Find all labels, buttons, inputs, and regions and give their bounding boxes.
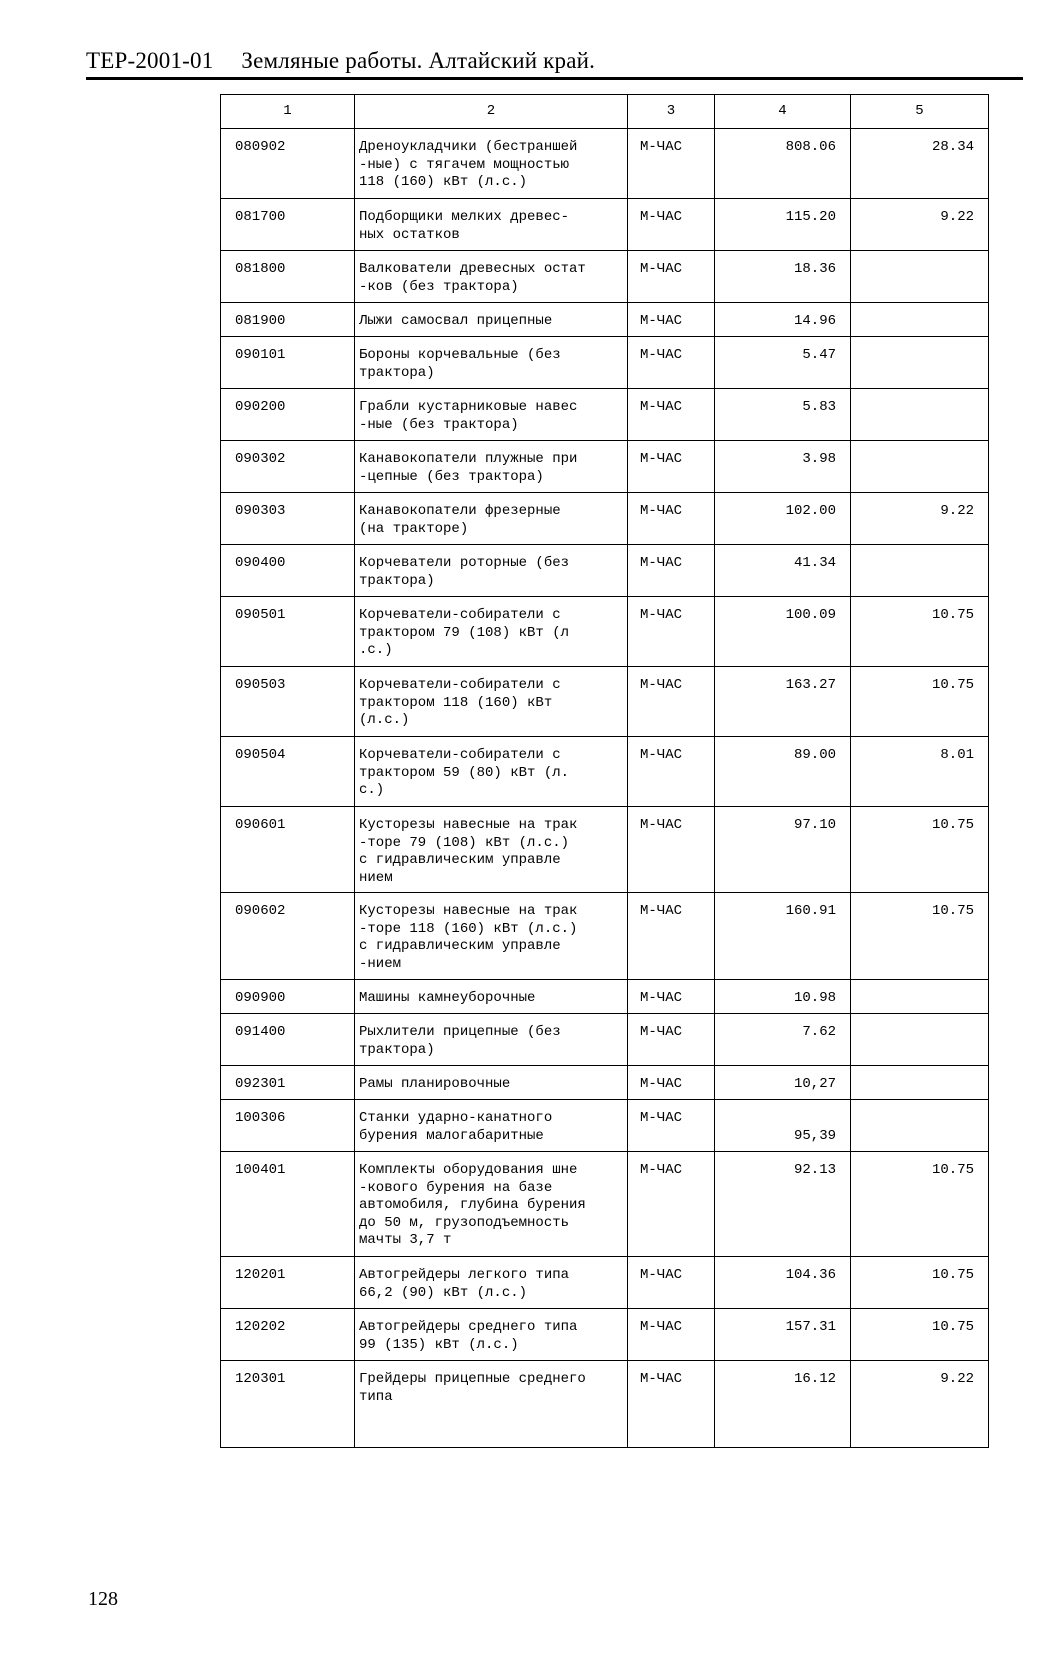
- table-row: [221, 1361, 989, 1448]
- cell-price: 160.91: [715, 893, 851, 980]
- cell-price: 5.83: [715, 389, 851, 441]
- cell-name: Рыхлители прицепные (без трактора): [355, 1014, 628, 1066]
- cell-code: 120201: [221, 1257, 355, 1309]
- cell-price: 18.36: [715, 251, 851, 303]
- cell-wage: 10.75: [851, 597, 989, 667]
- cell-wage: 10.75: [851, 1152, 989, 1257]
- cell-unit: М-ЧАС: [628, 1257, 715, 1309]
- cell-unit: М-ЧАС: [628, 337, 715, 389]
- cell-wage: [851, 303, 989, 337]
- cell-name: Автогрейдеры легкого типа 66,2 (90) кВт (л.с.): [355, 1257, 628, 1309]
- cell-name: Комплекты оборудования шне -кового бурения на базе автомобиля, глубина бурения до 50 м, грузоподъемность мачты 3,7 т: [355, 1152, 628, 1257]
- cell-name: Корчеватели-собиратели с трактором 79 (108) кВт (л .с.): [355, 597, 628, 667]
- cell-wage: [851, 1100, 989, 1152]
- cell-wage: [851, 980, 989, 1014]
- table-row: [221, 1309, 989, 1361]
- cell-name: Грейдеры прицепные среднего типа: [355, 1361, 628, 1448]
- cell-wage: [851, 441, 989, 493]
- cell-price: 10.98: [715, 980, 851, 1014]
- cell-code: 081700: [221, 199, 355, 251]
- cell-price: 157.31: [715, 1309, 851, 1361]
- document-code: ТЕР-2001-01: [86, 48, 214, 73]
- cell-price: 3.98: [715, 441, 851, 493]
- cell-code: 120301: [221, 1361, 355, 1448]
- table-row: [221, 1066, 989, 1100]
- table-row: [221, 737, 989, 807]
- cell-name: Кусторезы навесные на трак -торе 118 (160) кВт (л.с.) с гидравлическим управле -нием: [355, 893, 628, 980]
- cell-wage: [851, 1014, 989, 1066]
- cell-price: 97.10: [715, 807, 851, 893]
- cell-code: 090602: [221, 893, 355, 980]
- cell-name: Машины камнеуборочные: [355, 980, 628, 1014]
- table-row: [221, 893, 989, 980]
- cell-wage: 10.75: [851, 667, 989, 737]
- cell-price: 7.62: [715, 1014, 851, 1066]
- page-number: 128: [88, 1588, 118, 1610]
- cell-code: 090504: [221, 737, 355, 807]
- cell-code: 120202: [221, 1309, 355, 1361]
- cell-code: 090400: [221, 545, 355, 597]
- cell-price: 808.06: [715, 129, 851, 199]
- cell-price: 115.20: [715, 199, 851, 251]
- cell-wage: 10.75: [851, 1257, 989, 1309]
- cell-wage: 10.75: [851, 807, 989, 893]
- cell-unit: М-ЧАС: [628, 251, 715, 303]
- cell-unit: М-ЧАС: [628, 199, 715, 251]
- cell-name: Корчеватели-собиратели с трактором 59 (80) кВт (л. с.): [355, 737, 628, 807]
- cell-unit: М-ЧАС: [628, 389, 715, 441]
- cell-name: Валкователи древесных остат -ков (без трактора): [355, 251, 628, 303]
- cell-code: 090101: [221, 337, 355, 389]
- column-header: 5: [851, 95, 989, 129]
- header-rule: [86, 77, 1023, 80]
- cell-name: Грабли кустарниковые навес -ные (без трактора): [355, 389, 628, 441]
- cell-name: Канавокопатели фрезерные (на тракторе): [355, 493, 628, 545]
- cell-name: Бороны корчевальные (без трактора): [355, 337, 628, 389]
- cell-price: 102.00: [715, 493, 851, 545]
- table-row: [221, 667, 989, 737]
- cell-unit: М-ЧАС: [628, 1100, 715, 1152]
- cell-unit: М-ЧАС: [628, 545, 715, 597]
- cell-code: 100401: [221, 1152, 355, 1257]
- cell-code: 091400: [221, 1014, 355, 1066]
- cell-code: 090501: [221, 597, 355, 667]
- cell-code: 090200: [221, 389, 355, 441]
- cell-name: Автогрейдеры среднего типа 99 (135) кВт (л.с.): [355, 1309, 628, 1361]
- cell-name: Корчеватели роторные (без трактора): [355, 545, 628, 597]
- cell-unit: М-ЧАС: [628, 737, 715, 807]
- cell-unit: М-ЧАС: [628, 597, 715, 667]
- cell-code: 080902: [221, 129, 355, 199]
- cell-price: 41.34: [715, 545, 851, 597]
- cell-wage: 10.75: [851, 893, 989, 980]
- table-row: [221, 1100, 989, 1152]
- cell-wage: 9.22: [851, 199, 989, 251]
- cell-unit: М-ЧАС: [628, 129, 715, 199]
- cell-name: Станки ударно-канатного бурения малогабаритные: [355, 1100, 628, 1152]
- cell-price: 95,39: [715, 1100, 851, 1152]
- cell-unit: М-ЧАС: [628, 893, 715, 980]
- cell-code: 090302: [221, 441, 355, 493]
- page-header: [86, 48, 595, 74]
- cell-code: 090900: [221, 980, 355, 1014]
- cell-name: Лыжи самосвал прицепные: [355, 303, 628, 337]
- table-row: [221, 337, 989, 389]
- cell-wage: 8.01: [851, 737, 989, 807]
- cell-price: 5.47: [715, 337, 851, 389]
- table-row: [221, 1257, 989, 1309]
- table-row: [221, 389, 989, 441]
- cell-unit: М-ЧАС: [628, 667, 715, 737]
- cell-unit: М-ЧАС: [628, 1361, 715, 1448]
- column-header: 3: [628, 95, 715, 129]
- cell-price: 89.00: [715, 737, 851, 807]
- cell-code: 090601: [221, 807, 355, 893]
- table-row: [221, 597, 989, 667]
- cell-unit: М-ЧАС: [628, 807, 715, 893]
- cell-code: 081800: [221, 251, 355, 303]
- cell-unit: М-ЧАС: [628, 1014, 715, 1066]
- cell-price: 16.12: [715, 1361, 851, 1448]
- table-header-row: [221, 95, 989, 129]
- table-row: [221, 545, 989, 597]
- cell-code: 081900: [221, 303, 355, 337]
- cell-unit: М-ЧАС: [628, 1152, 715, 1257]
- cell-unit: М-ЧАС: [628, 493, 715, 545]
- cell-unit: М-ЧАС: [628, 1309, 715, 1361]
- column-header: 2: [355, 95, 628, 129]
- table-row: [221, 441, 989, 493]
- cell-code: 090503: [221, 667, 355, 737]
- column-header: 4: [715, 95, 851, 129]
- table-row: [221, 807, 989, 893]
- cell-price: 92.13: [715, 1152, 851, 1257]
- cell-unit: М-ЧАС: [628, 1066, 715, 1100]
- cell-name: Кусторезы навесные на трак -торе 79 (108) кВт (л.с.) с гидравлическим управле нием: [355, 807, 628, 893]
- resource-table: [220, 94, 989, 1448]
- table-row: [221, 1014, 989, 1066]
- cell-wage: 9.22: [851, 1361, 989, 1448]
- cell-wage: [851, 251, 989, 303]
- cell-unit: М-ЧАС: [628, 303, 715, 337]
- table-row: [221, 199, 989, 251]
- cell-name: Канавокопатели плужные при -цепные (без трактора): [355, 441, 628, 493]
- column-header: 1: [221, 95, 355, 129]
- cell-price: 100.09: [715, 597, 851, 667]
- cell-price: 163.27: [715, 667, 851, 737]
- table-row: [221, 493, 989, 545]
- cell-wage: 10.75: [851, 1309, 989, 1361]
- cell-wage: [851, 389, 989, 441]
- cell-wage: [851, 545, 989, 597]
- table-row: [221, 980, 989, 1014]
- document-title: Земляные работы. Алтайский край.: [241, 48, 596, 73]
- cell-price: 104.36: [715, 1257, 851, 1309]
- cell-price: 10,27: [715, 1066, 851, 1100]
- cell-code: 100306: [221, 1100, 355, 1152]
- table-row: [221, 303, 989, 337]
- cell-name: Рамы планировочные: [355, 1066, 628, 1100]
- cell-price: 14.96: [715, 303, 851, 337]
- cell-code: 090303: [221, 493, 355, 545]
- cell-name: Корчеватели-собиратели с трактором 118 (160) кВт (л.с.): [355, 667, 628, 737]
- table-row: [221, 1152, 989, 1257]
- cell-wage: [851, 1066, 989, 1100]
- cell-wage: 28.34: [851, 129, 989, 199]
- table-row: [221, 251, 989, 303]
- cell-code: 092301: [221, 1066, 355, 1100]
- cell-unit: М-ЧАС: [628, 980, 715, 1014]
- cell-unit: М-ЧАС: [628, 441, 715, 493]
- cell-wage: 9.22: [851, 493, 989, 545]
- cell-name: Дреноукладчики (бестраншей -ные) с тягачем мощностью 118 (160) кВт (л.с.): [355, 129, 628, 199]
- cell-wage: [851, 337, 989, 389]
- table-row: [221, 129, 989, 199]
- cell-name: Подборщики мелких древес- ных остатков: [355, 199, 628, 251]
